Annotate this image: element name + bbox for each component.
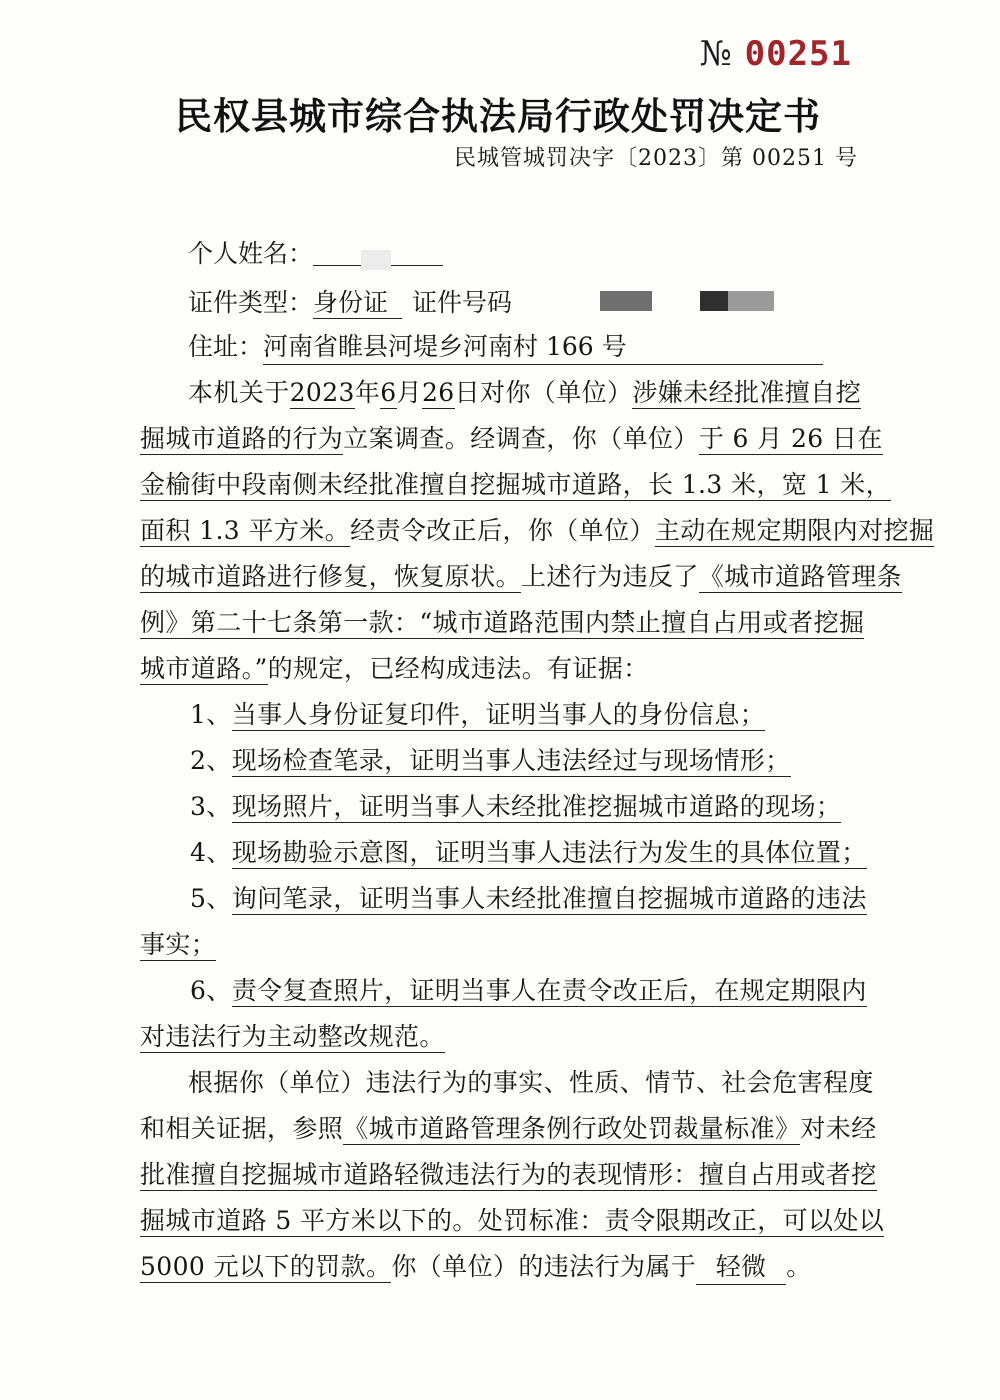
id-row (188, 283, 512, 319)
evidence-item (190, 787, 841, 823)
basis-penalty-standard: 掘城市道路 5 平方米以下的。处罚标准：责令限期改正，可以处以 (140, 1206, 885, 1235)
facts-month-suffix: 月 (396, 378, 422, 407)
serial-prefix: № (699, 34, 733, 74)
evidence-item (190, 833, 867, 869)
evidence-item (190, 971, 867, 1007)
basis-classification-value: 轻微 (696, 1247, 786, 1285)
evidence-text: 当事人身份证复印件，证明当事人的身份信息； (231, 700, 766, 729)
basis-line-4 (140, 1201, 884, 1237)
basis-circumstance: 批准擅自挖掘城市道路轻微违法行为的表现情形：擅自占用或者挖 (140, 1160, 877, 1189)
evidence-number: 3、 (190, 792, 232, 821)
facts-violation-cont: 掘城市道路的行为 (140, 424, 344, 453)
basis-reference-prefix: 和相关证据，参照 (140, 1114, 344, 1143)
evidence-number: 5、 (190, 884, 232, 913)
basis-line-5 (140, 1247, 812, 1285)
facts-day: 26 (421, 378, 455, 407)
facts-line-4 (140, 511, 934, 547)
facts-finding: 于 6 月 26 日在 (698, 424, 883, 453)
id-number-redaction-2 (700, 291, 728, 311)
basis-standard: 《城市道路管理条例行政处罚裁量标准》 (343, 1114, 801, 1143)
evidence-item (190, 695, 765, 731)
facts-month: 6 (380, 378, 397, 407)
facts-line-5 (140, 557, 902, 593)
facts-year-suffix: 年 (354, 378, 381, 407)
facts-investigation: 立案调查。经调查，你（单位） (343, 424, 699, 453)
basis-period: 。 (786, 1252, 812, 1281)
facts-line-6 (140, 603, 864, 639)
facts-repair: 主动在规定期限内对挖掘 (654, 516, 935, 545)
document-title: 民权县城市综合执法局行政处罚决定书 (175, 95, 821, 138)
facts-rectification: 经责令改正后，你（单位） (350, 516, 655, 545)
name-row (188, 234, 443, 270)
name-label: 个人姓名： (188, 239, 314, 268)
evidence-number: 6、 (190, 976, 232, 1005)
evidence-text-cont: 事实； (140, 930, 217, 959)
facts-line-3 (140, 465, 891, 501)
facts-location: 金榆街中段南侧未经批准擅自挖掘城市道路，长 1.3 米，宽 1 米， (140, 470, 892, 499)
serial-value: 00251 (744, 34, 852, 74)
basis-fine: 5000 元以下的罚款。 (140, 1252, 392, 1281)
basis-text: 根据你（单位）违法行为的事实、性质、情节、社会危害程度 (188, 1068, 874, 1097)
evidence-text: 现场照片，证明当事人未经批准挖掘城市道路的现场； (231, 792, 842, 821)
address-row (188, 327, 823, 365)
address-value: 河南省睢县河堤乡河南村 166 号 (263, 327, 823, 365)
basis-line-2 (140, 1109, 877, 1145)
evidence-number: 4、 (190, 838, 232, 867)
facts-prefix: 本机关于 (188, 378, 290, 407)
evidence-item (190, 741, 791, 777)
facts-regulation: 《城市道路管理条 (698, 562, 903, 591)
facts-year: 2023 (289, 378, 355, 407)
serial-number (700, 34, 852, 74)
evidence-number: 2、 (190, 746, 232, 775)
evidence-item-cont (140, 925, 216, 961)
facts-conclusion: 的规定，已经构成违法。有证据： (267, 654, 649, 683)
address-label: 住址： (188, 332, 264, 361)
evidence-text: 责令复查照片，证明当事人在责令改正后，在规定期限内 (231, 976, 867, 1005)
evidence-text-cont: 对违法行为主动整改规范。 (140, 1022, 445, 1051)
name-redaction (361, 250, 391, 270)
id-number-redaction-3 (728, 291, 774, 311)
evidence-text: 现场勘验示意图，证明当事人违法行为发生的具体位置； (231, 838, 867, 867)
id-number-label: 证件号码 (412, 288, 513, 317)
facts-violates: 上述行为违反了 (521, 562, 699, 591)
facts-line-2 (140, 419, 883, 455)
id-type-value: 身份证 (313, 288, 402, 319)
document-number: 民城管城罚决字〔2023〕第 00251 号 (454, 146, 858, 171)
evidence-item-cont (140, 1017, 445, 1053)
facts-article-end: 城市道路。” (140, 654, 268, 683)
basis-classification-label: 你（单位）的违法行为属于 (391, 1252, 697, 1281)
facts-article: 例》第二十七条第一款：“城市道路范围内禁止擅自占用或者挖掘 (140, 608, 865, 637)
facts-area: 面积 1.3 平方米。 (140, 516, 351, 545)
facts-line-1 (188, 373, 861, 409)
evidence-item (190, 879, 867, 915)
facts-day-suffix: 日对你（单位） (454, 378, 633, 407)
evidence-number: 1、 (190, 700, 232, 729)
evidence-text: 询问笔录，证明当事人未经批准擅自挖掘城市道路的违法 (231, 884, 867, 913)
basis-reference-suffix: 对未经 (800, 1114, 877, 1143)
basis-line-3 (140, 1155, 877, 1191)
id-type-label: 证件类型： (188, 288, 314, 317)
evidence-text: 现场检查笔录，证明当事人违法经过与现场情形； (231, 746, 791, 775)
id-number-redaction-1 (600, 291, 652, 311)
facts-restored: 的城市道路进行修复，恢复原状。 (140, 562, 522, 591)
basis-line-1 (188, 1063, 874, 1099)
name-blank (313, 243, 443, 266)
facts-line-7 (140, 649, 649, 685)
facts-violation: 涉嫌未经批准擅自挖 (632, 378, 862, 407)
